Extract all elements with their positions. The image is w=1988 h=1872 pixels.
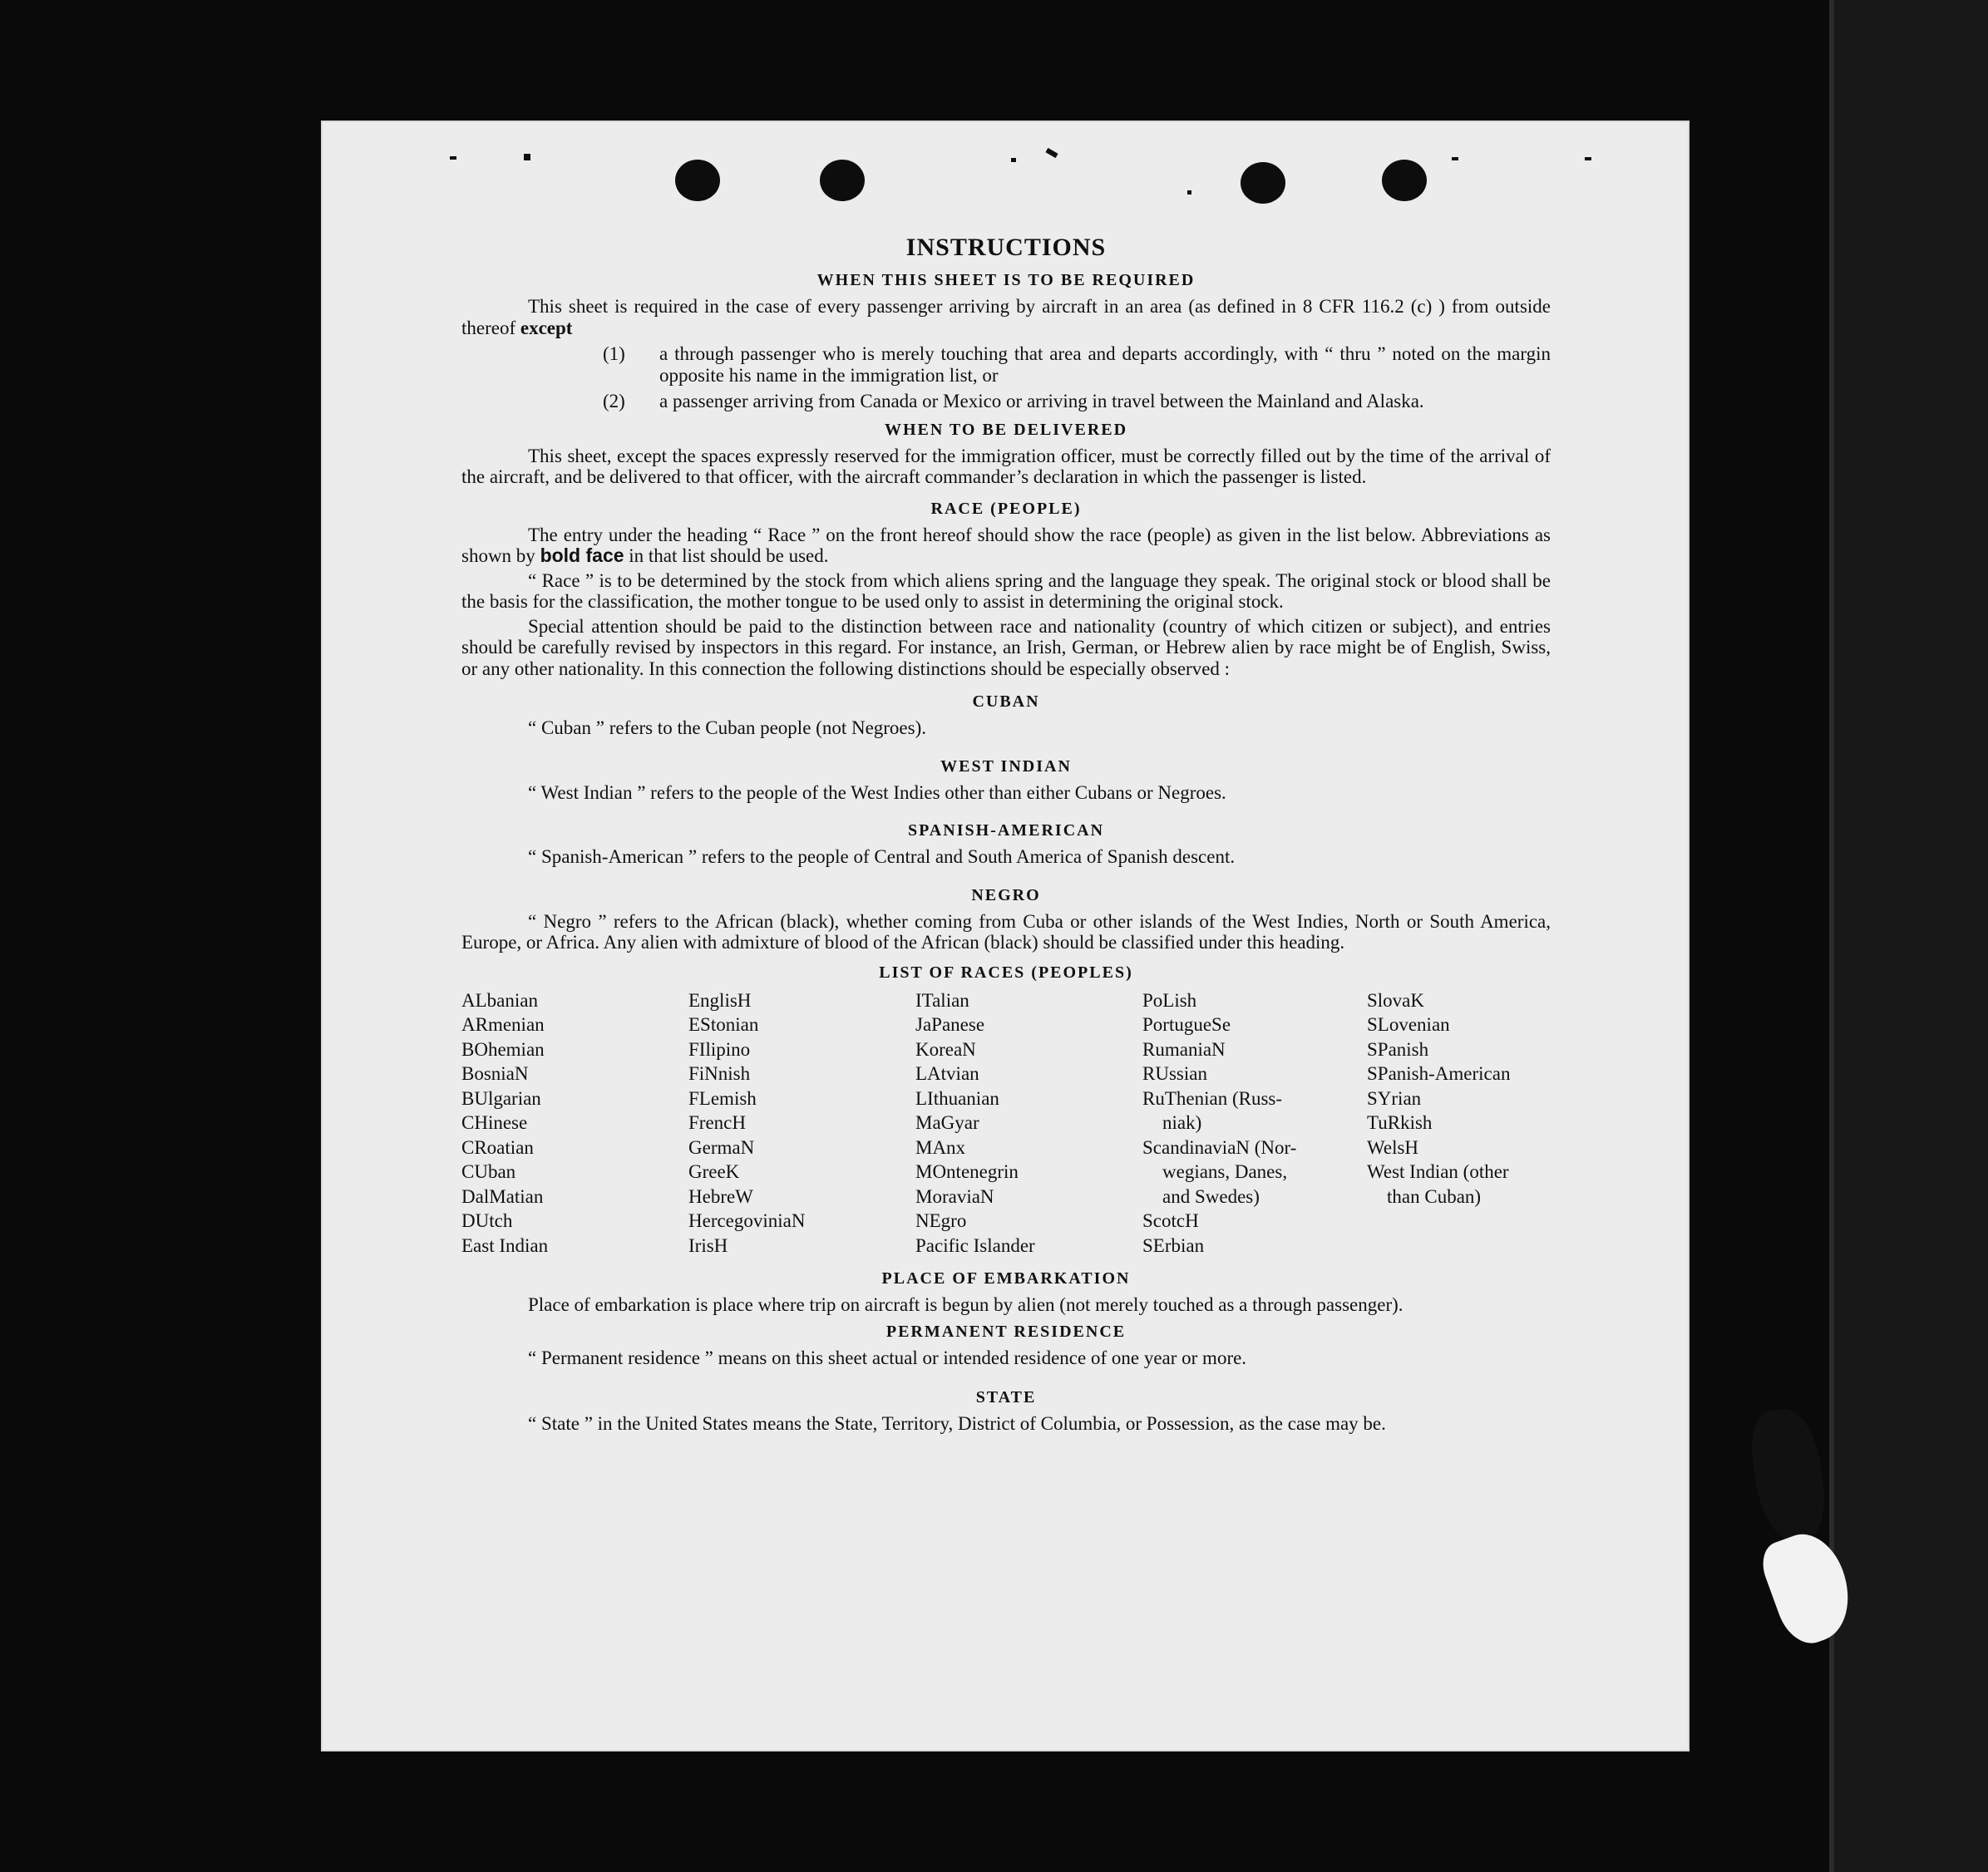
race-entry: GreeK [688, 1161, 740, 1182]
race-entry: EStonian [688, 1014, 759, 1035]
punch-hole [1241, 162, 1285, 204]
race-entry-continued: than Cuban) [1387, 1185, 1482, 1207]
torn-paper-damage [1746, 1405, 1830, 1546]
spanish-american-paragraph: “ Spanish-American ” refers to the people of Central and South America of Spanish descent. [528, 846, 1236, 867]
race-entry: ALbanian [461, 989, 538, 1011]
races-column-1 [461, 988, 688, 1259]
residence-paragraph: “ Permanent residence ” means on this sheet actual or intended residence of one year or more. [528, 1347, 1247, 1368]
race-entry: CUban [461, 1161, 516, 1182]
races-column-5 [1367, 988, 1551, 1259]
race-entry: RumaniaN [1142, 1038, 1226, 1060]
race-entry: PoLish [1142, 989, 1197, 1011]
races-list [461, 988, 1551, 1259]
race-paragraph: “ Race ” is to be determined by the stock from which aliens spring and the language they speak. The original stock or blood shall be the basis for the classification, the mother tongue to be used only to assist in determining the original stock. [461, 569, 1551, 612]
race-entry: IrisH [688, 1234, 728, 1256]
exception-item: (2) a passenger arriving from Canada or Mexico or arriving in travel between the Mainland and Alaska. [603, 391, 1424, 411]
race-entry: DUtch [461, 1210, 513, 1231]
race-entry: MoraviaN [915, 1185, 994, 1207]
race-entry: BosniaN [461, 1063, 529, 1084]
race-paragraph: The entry under the heading “ Race ” on the front hereof should show the race (people) as given in the list below. Abbreviations as shown by bold face in that list should be used. [461, 524, 1551, 566]
race-entry-continued: niak) [1162, 1112, 1202, 1133]
document-page [321, 121, 1690, 1751]
race-entry-continued: and Swedes) [1162, 1185, 1260, 1207]
section-heading-spanish-american: SPANISH-AMERICAN [907, 821, 1105, 840]
race-entry: GermaN [688, 1136, 755, 1158]
embarkation-paragraph: Place of embarkation is place where trip on aircraft is begun by alien (not merely touched as a through passenger). [528, 1294, 1403, 1315]
race-entry-continued: wegians, Danes, [1162, 1161, 1288, 1182]
race-entry: SlovaK [1367, 989, 1424, 1011]
race-entry: SLovenian [1367, 1014, 1450, 1035]
race-entry: BUlgarian [461, 1087, 541, 1109]
races-column-3 [915, 988, 1142, 1259]
state-paragraph: “ State ” in the United States means the State, Territory, District of Columbia, or Possession, as the case may be. [528, 1413, 1386, 1434]
races-column-4 [1142, 988, 1367, 1259]
west-indian-paragraph: “ West Indian ” refers to the people of the West Indies other than either Cubans or Negroes. [528, 781, 1226, 803]
race-entry: FiNnish [688, 1063, 751, 1084]
race-entry: DalMatian [461, 1185, 544, 1207]
speck-mark [1045, 148, 1058, 158]
delivered-paragraph: This sheet, except the spaces expressly reserved for the immigration officer, must be correctly filled out by the time of the arrival of the aircraft, and be delivered to that officer, with the aircraft commander’s declaration in which the passenger is listed. [461, 445, 1551, 487]
race-entry: HebreW [688, 1185, 753, 1207]
race-entry: TuRkish [1367, 1112, 1433, 1133]
punch-hole [1382, 160, 1427, 201]
speck-mark [450, 156, 456, 160]
race-entry: PortugueSe [1142, 1014, 1231, 1035]
cuban-paragraph: “ Cuban ” refers to the Cuban people (not Negroes). [528, 717, 927, 738]
section-heading-delivered: WHEN TO BE DELIVERED [884, 420, 1128, 439]
race-entry: LAtvian [915, 1063, 979, 1084]
race-entry: SPanish [1367, 1038, 1429, 1060]
race-entry: WelsH [1367, 1136, 1419, 1158]
race-entry: SPanish-American [1367, 1063, 1511, 1084]
speck-mark [1452, 157, 1458, 160]
exception-item: (1) a through passenger who is merely touching that area and departs accordingly, with “ thru ” noted on the margin opposite his name in the immigration list, or [603, 343, 1551, 386]
speck-mark [524, 154, 530, 160]
section-heading-negro: NEGRO [971, 885, 1041, 904]
page-title: INSTRUCTIONS [905, 234, 1107, 261]
race-entry: SYrian [1367, 1087, 1422, 1109]
races-column-2 [688, 988, 915, 1259]
section-heading-residence: PERMANENT RESIDENCE [885, 1322, 1127, 1341]
race-entry: BOhemian [461, 1038, 545, 1060]
race-entry: Pacific Islander [915, 1234, 1035, 1256]
race-entry: CHinese [461, 1112, 528, 1133]
race-entry: MaGyar [915, 1112, 979, 1133]
race-entry: FLemish [688, 1087, 757, 1109]
section-heading-state: STATE [975, 1388, 1037, 1406]
race-paragraph: Special attention should be paid to the distinction between race and nationality (country of which citizen or subject), and entries should be carefully revised by inspectors in this regard. For instance, an Irish, German, or Hebrew alien by race might be of English, Swiss, or any other nationality. In this connection the following distinctions should be especially observed : [461, 615, 1551, 679]
required-paragraph: This sheet is required in the case of every passenger arriving by aircraft in an area (as defined in 8 CFR 116.2 (c) ) from outside thereof except [461, 296, 1551, 338]
race-entry: NEgro [915, 1210, 967, 1231]
punch-hole [820, 160, 865, 201]
race-entry: KoreaN [915, 1038, 976, 1060]
speck-mark [1187, 190, 1191, 195]
race-entry: RuThenian (Russ- [1142, 1087, 1283, 1109]
speck-mark [1585, 157, 1591, 160]
race-entry: ARmenian [461, 1014, 545, 1035]
race-entry: FIlipino [688, 1038, 751, 1060]
race-entry: MAnx [915, 1136, 966, 1158]
list-of-races-heading: LIST OF RACES (PEOPLES) [879, 963, 1133, 982]
race-entry: SErbian [1142, 1234, 1205, 1256]
race-entry: MOntenegrin [915, 1161, 1019, 1182]
negro-paragraph: “ Negro ” refers to the African (black), whether coming from Cuba or other islands of the West Indies, North or South America, Europe, or Africa. Any alien with admixture of blood of the African (black) should be classified under this heading. [461, 910, 1551, 953]
race-entry: ScandinaviaN (Nor- [1142, 1136, 1297, 1158]
section-heading-required: WHEN THIS SHEET IS TO BE REQUIRED [816, 271, 1196, 289]
scan-border-right [1829, 0, 1988, 1872]
race-entry: ITalian [915, 989, 969, 1011]
race-entry: CRoatian [461, 1136, 534, 1158]
race-entry: RUssian [1142, 1063, 1207, 1084]
section-heading-cuban: CUBAN [972, 692, 1040, 711]
section-heading-embarkation: PLACE OF EMBARKATION [881, 1269, 1131, 1288]
punch-hole [675, 160, 720, 201]
race-entry: EnglisH [688, 989, 752, 1011]
race-entry: HercegoviniaN [688, 1210, 806, 1231]
section-heading-race: RACE (PEOPLE) [930, 499, 1082, 518]
instructions-content [461, 233, 1551, 1435]
race-entry: LIthuanian [915, 1087, 999, 1109]
race-entry: FrencH [688, 1112, 746, 1133]
race-entry: ScotcH [1142, 1210, 1199, 1231]
speck-mark [1011, 158, 1016, 162]
section-heading-west-indian: WEST INDIAN [940, 756, 1072, 776]
race-entry: JaPanese [915, 1014, 985, 1035]
race-entry: West Indian (other [1367, 1161, 1509, 1182]
race-entry: East Indian [461, 1234, 549, 1256]
